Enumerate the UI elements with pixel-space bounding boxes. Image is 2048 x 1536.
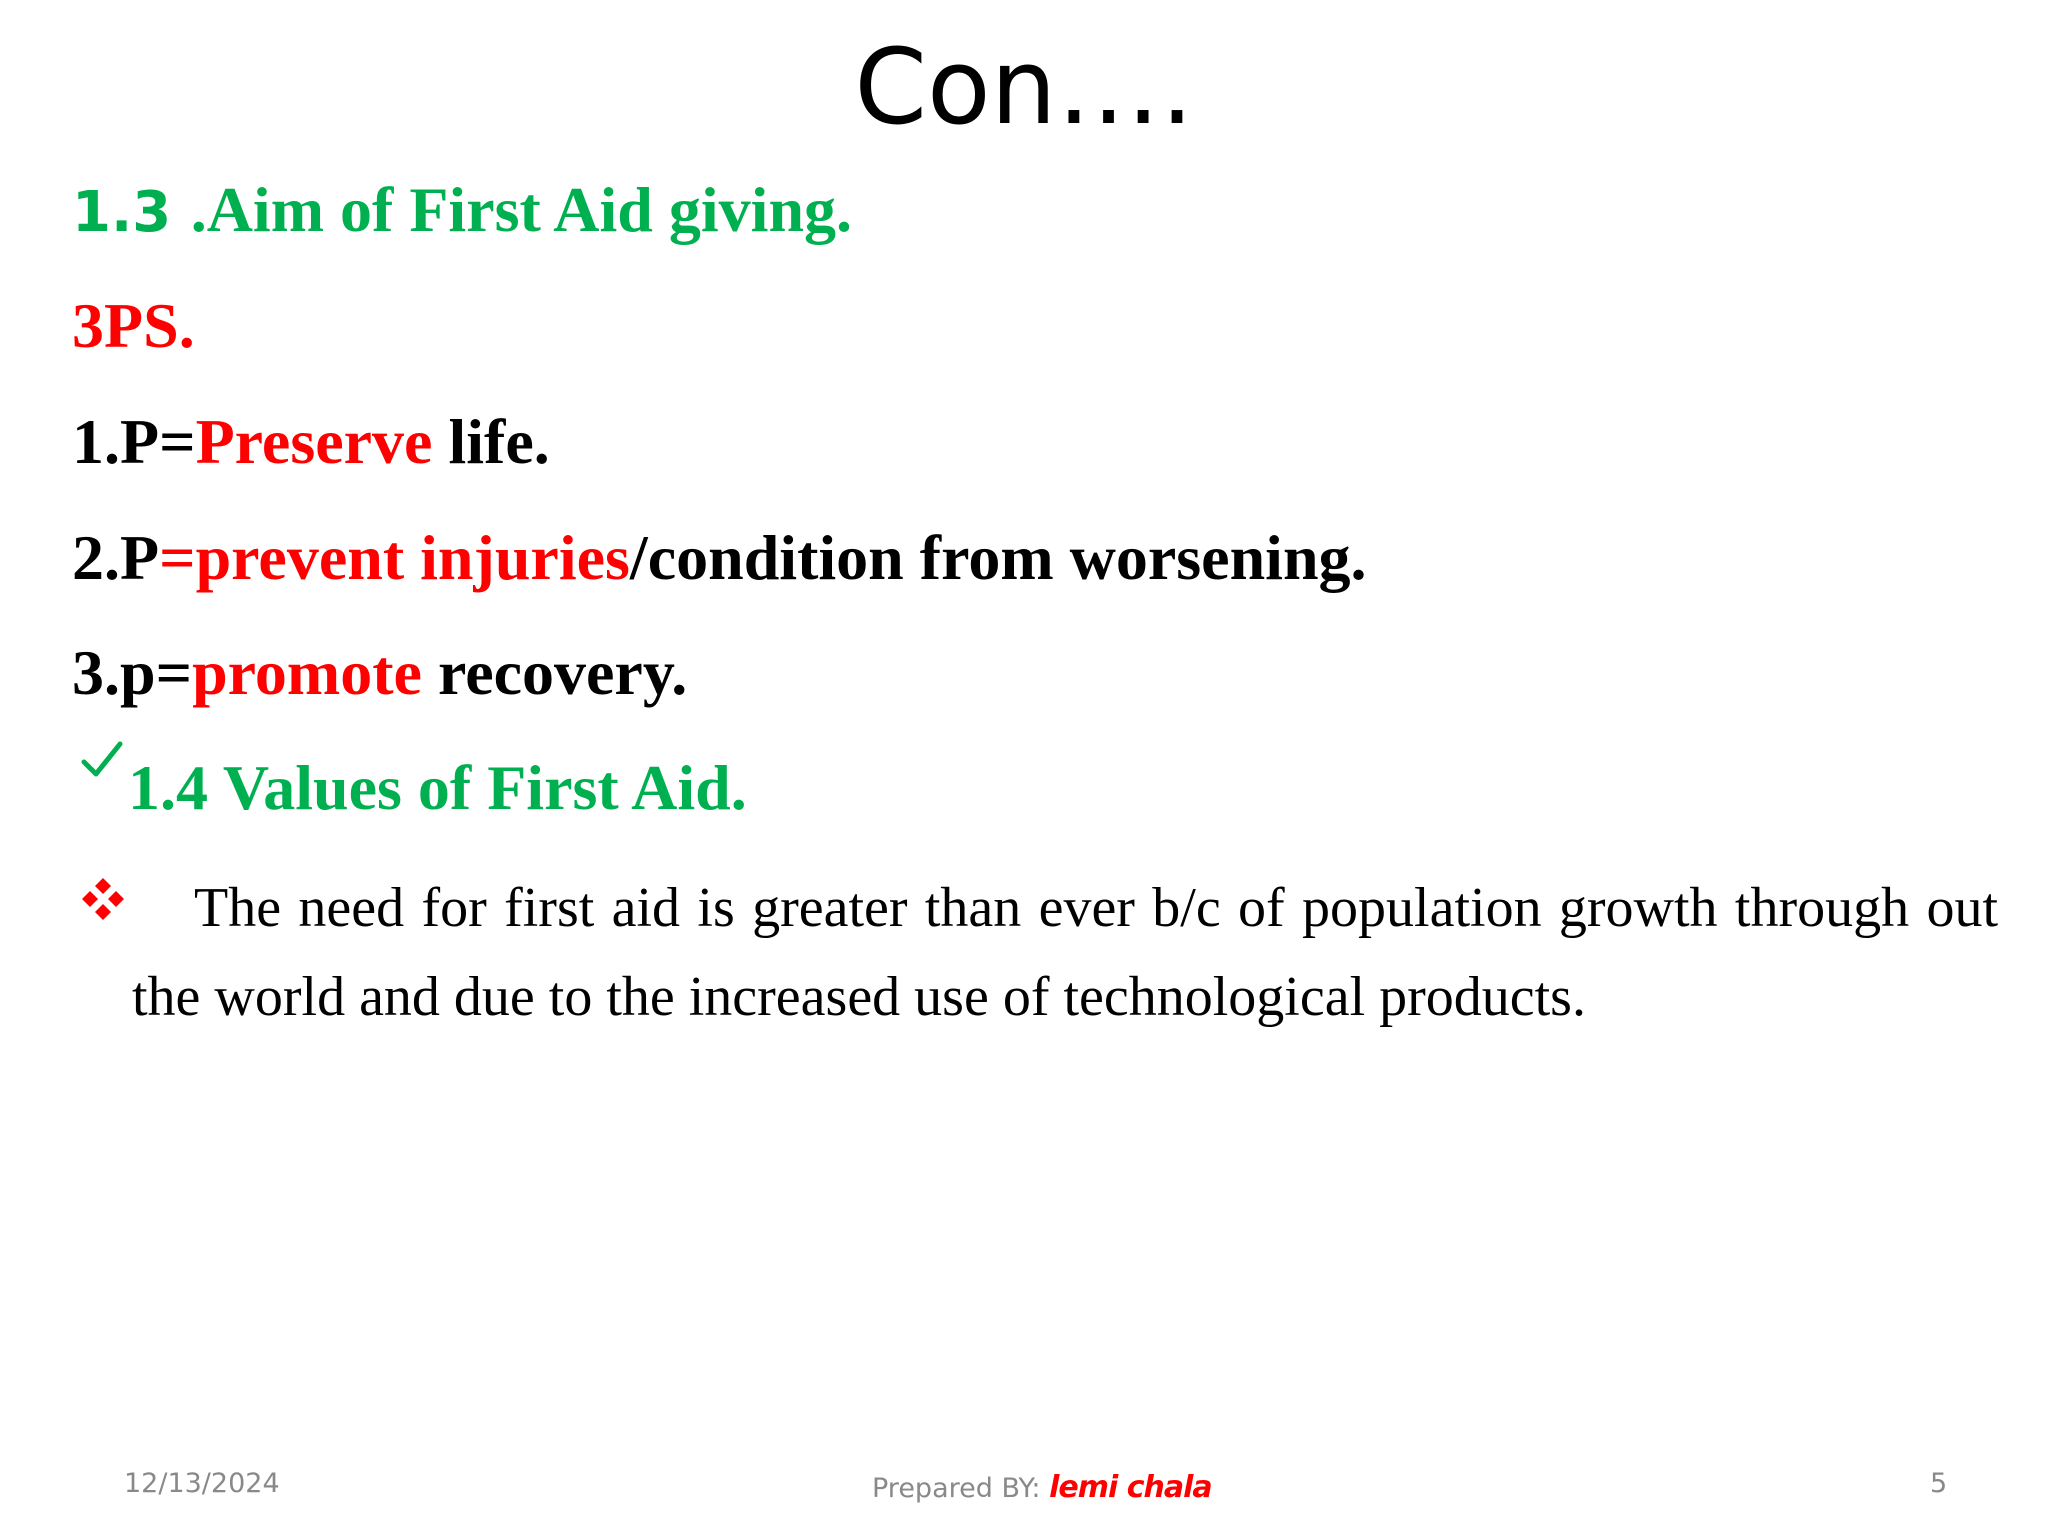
author-name: lemi chala [1049,1470,1212,1505]
diamond-bullet-icon [80,876,126,922]
section-1-3-text: .Aim of First Aid giving. [190,174,853,245]
slide-title: Con…. [854,26,1194,148]
footer-date: 12/13/2024 [124,1468,280,1499]
point-2-prefix: 2.P [72,522,160,593]
point-2-rest: /condition from worsening. [629,522,1367,593]
point-2-keyword: =prevent injuries [159,522,630,593]
page-number: 5 [1930,1468,1948,1499]
point-3-rest: recovery. [421,637,688,708]
three-ps-label: 3PS. [72,290,195,361]
prepared-label: Prepared BY: [872,1473,1050,1504]
point-1-rest: life. [432,406,550,477]
point-1-prefix: 1.P= [72,406,196,477]
section-1-4-text: 1.4 Values of First Aid. [128,752,747,823]
point-1-keyword: Preserve [195,406,433,477]
checkmark-icon [80,748,128,782]
section-1-3-number: 1.3 [72,180,191,245]
point-1 [72,402,550,482]
values-paragraph: The need for first aid is greater than ever b/c of population growth through out the world and due to the increased use of technological products. [132,877,1998,1028]
point-3 [72,633,687,713]
section-1-4-heading [80,748,747,828]
footer-prepared-by [872,1470,1212,1505]
point-3-prefix: 3.p= [72,637,193,708]
section-1-3-heading [72,170,852,253]
point-3-keyword: promote [192,637,422,708]
point-2 [72,518,1367,598]
